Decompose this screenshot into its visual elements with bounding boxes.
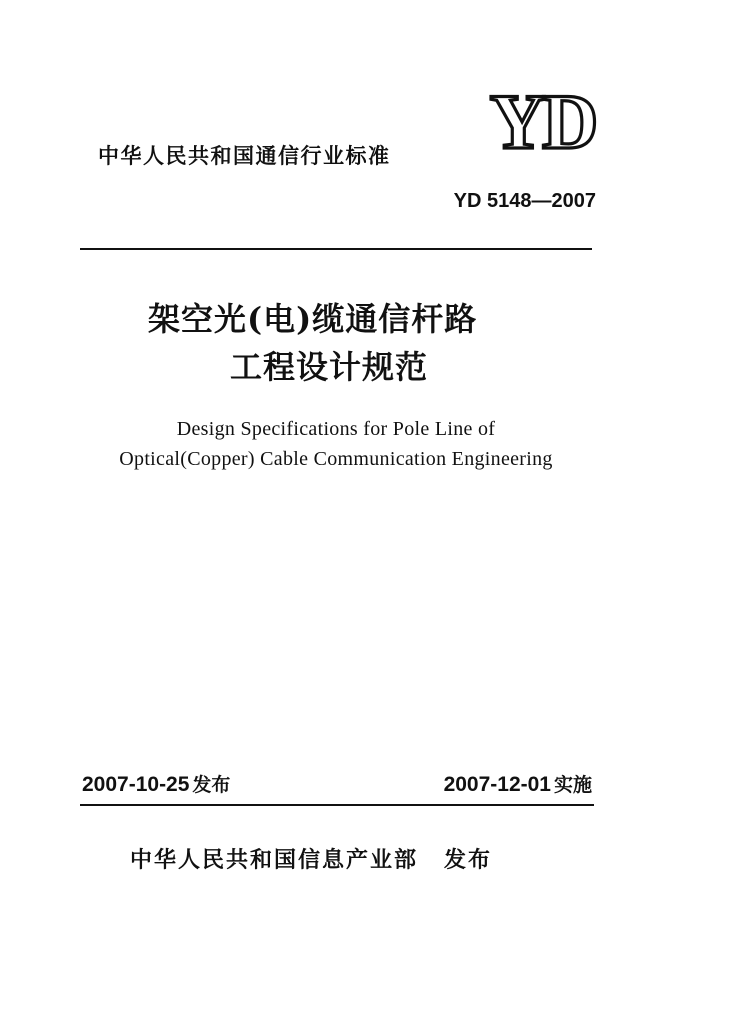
top-divider: [80, 248, 592, 250]
title-english-line-1: Design Specifications for Pole Line of: [176, 418, 496, 440]
title-english-line-2: Optical(Copper) Cable Communication Engineering: [119, 448, 553, 470]
title-chinese-line-1: 架空光(电)缆通信杆路: [148, 300, 478, 338]
implementation-label: 实施: [553, 774, 592, 796]
title-chinese-line-2: 工程设计规范: [230, 348, 429, 386]
standard-number: YD 5148—2007: [453, 190, 596, 212]
issue-date-row: [82, 770, 230, 797]
bottom-divider: [80, 804, 594, 806]
yd-logo: [484, 84, 600, 158]
publisher-line: [130, 843, 492, 874]
yd-logo-text: YD: [489, 84, 595, 158]
implementation-date-row: [444, 770, 592, 797]
issue-date: 2007-10-25: [82, 773, 190, 796]
publisher-action: 发布: [444, 848, 493, 873]
publisher-name: 中华人民共和国信息产业部: [130, 848, 419, 873]
implementation-date: 2007-12-01: [443, 773, 551, 796]
issuing-industry-header: 中华人民共和国通信行业标准: [98, 144, 391, 168]
issue-label: 发布: [192, 774, 231, 796]
